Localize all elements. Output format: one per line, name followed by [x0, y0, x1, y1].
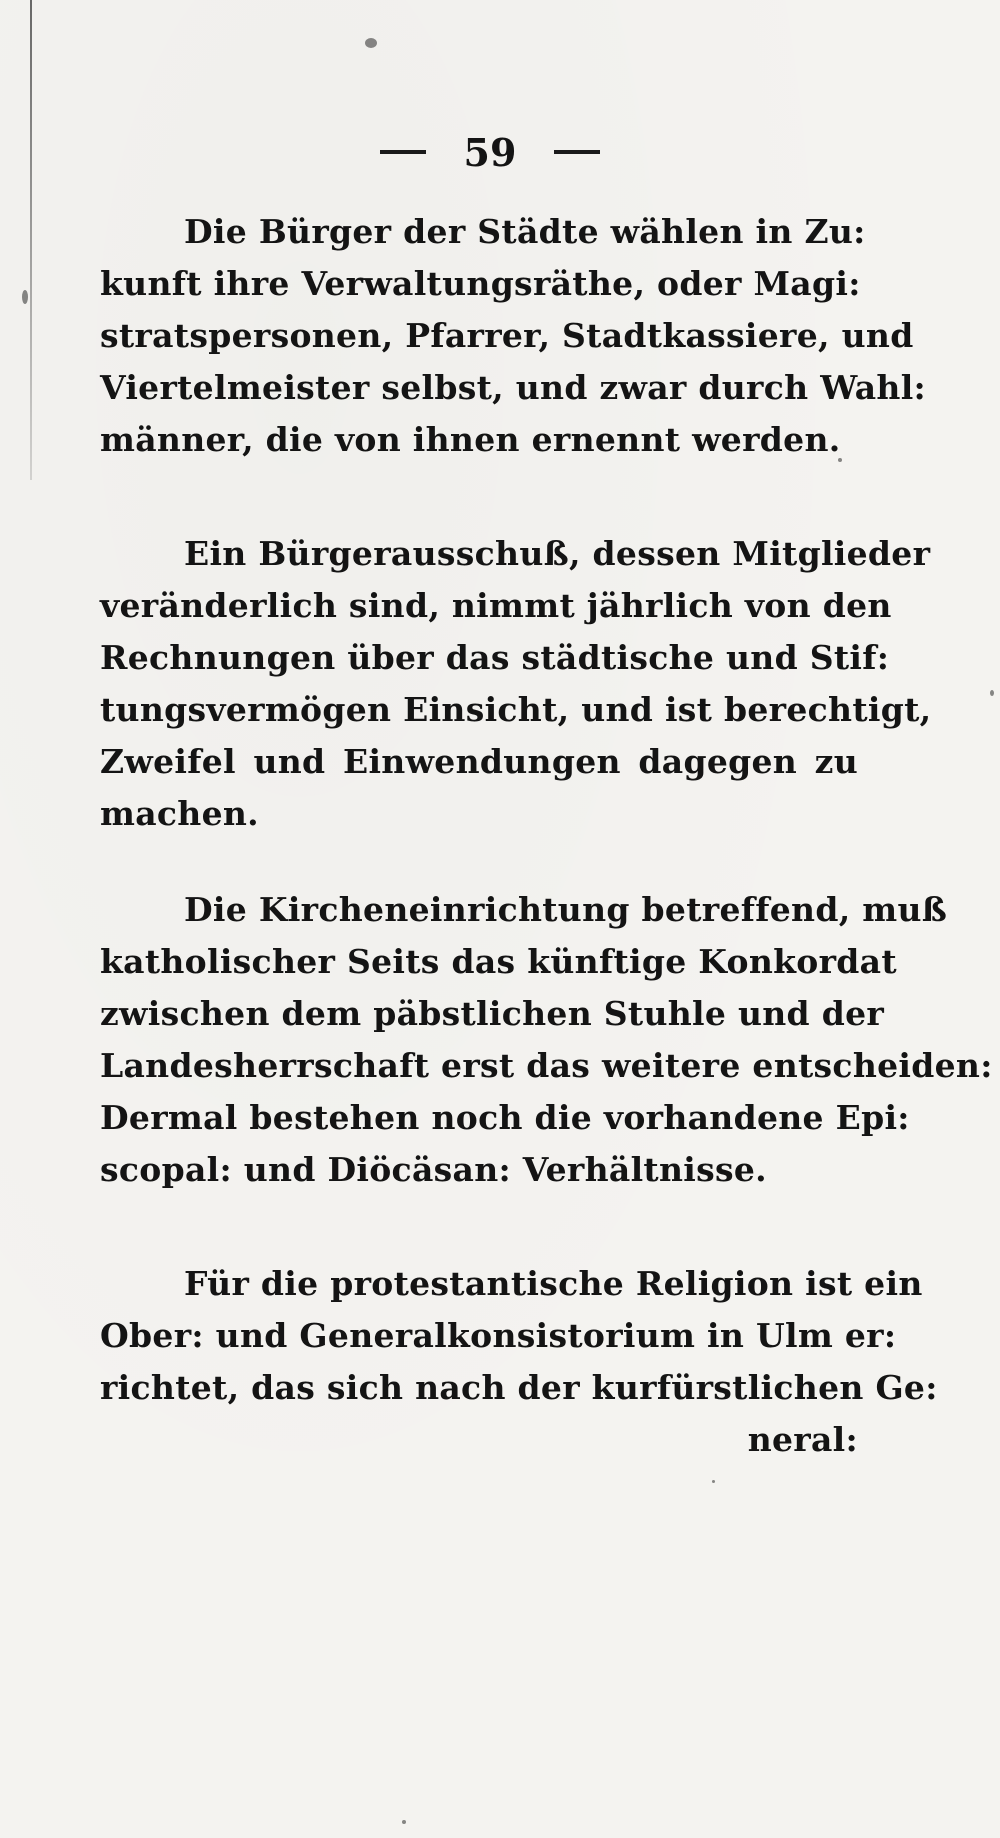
text-line: scopal: und Diöcäsan: Verhältnisse. — [100, 1150, 767, 1189]
paragraph-4 — [100, 1258, 938, 1466]
text-line: Für die protestantische Religion ist ein — [184, 1264, 923, 1303]
text-line: tungsvermögen Einsicht, und ist berechtigt, — [100, 690, 932, 729]
paper-speck — [712, 1480, 715, 1483]
paper-speck — [990, 690, 994, 696]
paragraph-1 — [100, 206, 927, 466]
text-line: männer, die von ihnen ernennt werden. — [100, 420, 841, 459]
text-line: Dermal bestehen noch die vorhandene Epi: — [100, 1098, 910, 1137]
text-line: stratspersonen, Pfarrer, Stadtkassiere, und — [100, 316, 914, 355]
text-line: Die Kircheneinrichtung betreffend, muß — [184, 890, 948, 929]
catchword: neral: — [747, 1420, 858, 1459]
binding-edge — [30, 0, 32, 480]
text-line: Viertelmeister selbst, und zwar durch Wahl: — [100, 368, 927, 407]
paragraph-3 — [100, 884, 993, 1196]
text-line: Ober: und Generalkonsistorium in Ulm er: — [100, 1316, 897, 1355]
text-line: Ein Bürgerausschuß, dessen Mitglieder — [184, 534, 931, 573]
header-dash-right — [554, 150, 600, 154]
text-line: Zweifel und Einwendungen dagegen zu — [100, 742, 858, 781]
paper-speck — [402, 1820, 406, 1824]
text-line: Rechnungen über das städtische und Stif: — [100, 638, 890, 677]
paper-speck — [365, 38, 377, 48]
text-line: Landesherrschaft erst das weitere entscheiden: — [100, 1046, 993, 1085]
header-dash-left — [380, 150, 426, 154]
page-number: 59 — [463, 130, 517, 175]
text-line: katholischer Seits das künftige Konkordat — [100, 942, 897, 981]
text-line: machen. — [100, 794, 259, 833]
text-line: Die Bürger der Städte wählen in Zu: — [184, 212, 866, 251]
page-header — [0, 128, 1000, 178]
text-line: veränderlich sind, nimmt jährlich von den — [100, 586, 892, 625]
text-line: richtet, das sich nach der kurfürstlichen Ge: — [100, 1368, 938, 1407]
paragraph-2 — [100, 528, 932, 840]
text-line: zwischen dem päbstlichen Stuhle und der — [100, 994, 885, 1033]
paper-speck — [22, 290, 28, 304]
text-line: kunft ihre Verwaltungsräthe, oder Magi: — [100, 264, 861, 303]
